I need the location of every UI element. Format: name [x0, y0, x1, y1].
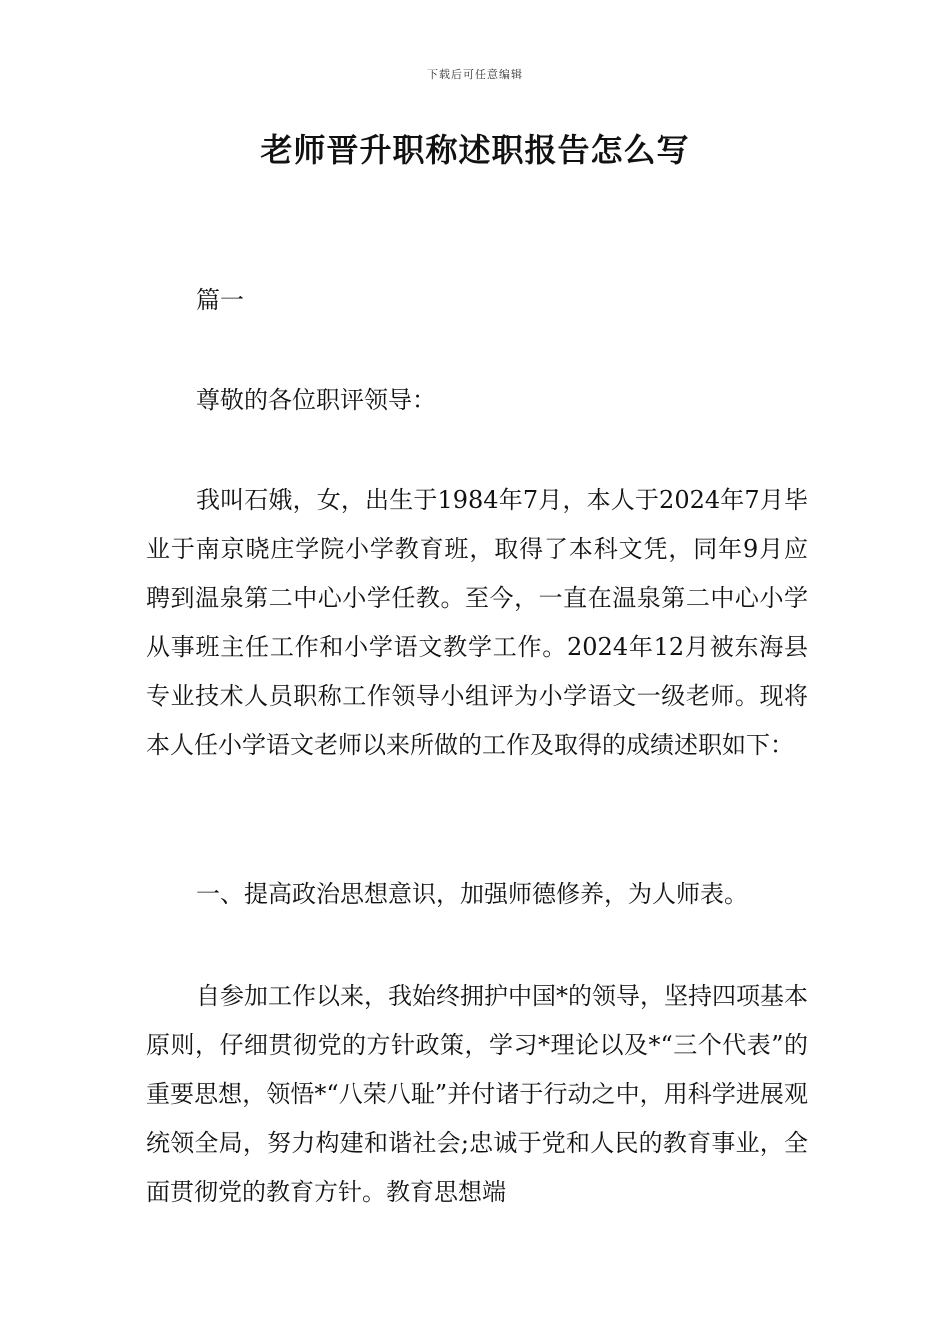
document-title: 老师晋升职称述职报告怎么写 — [260, 131, 690, 169]
section-heading-1: 一、提高政治思想意识，加强师德修养，为人师表。 — [196, 880, 748, 908]
section-label: 篇一 — [196, 286, 244, 314]
greeting: 尊敬的各位职评领导： — [196, 386, 436, 414]
section-1-paragraph: 自参加工作以来，我始终拥护中国*的领导，坚持四项基本原则，仔细贯彻党的方针政策，学习*理论以及*“三个代表”的重要思想，领悟*“八荣八耻”并付诸于行动之中，用科学进展观统领全局，努力构建和谐社会;忠诚于党和人民的教育事业，全面贯彻党的教育方针。教育思想端 — [146, 982, 808, 1206]
intro-paragraph: 我叫石娥，女，出生于1984年7月，本人于2024年7月毕业于南京晓庄学院小学教育班，取得了本科文凭，同年9月应聘到温泉第二中心小学任教。至今，一直在温泉第二中心小学从事班主任工作和小学语文教学工作。2024年12月被东海县专业技术人员职称工作领导小组评为小学语文一级老师。现将本人任小学语文老师以来所做的工作及取得的成绩述职如下： — [146, 486, 808, 759]
header-note: 下载后可任意编辑 — [427, 68, 523, 81]
